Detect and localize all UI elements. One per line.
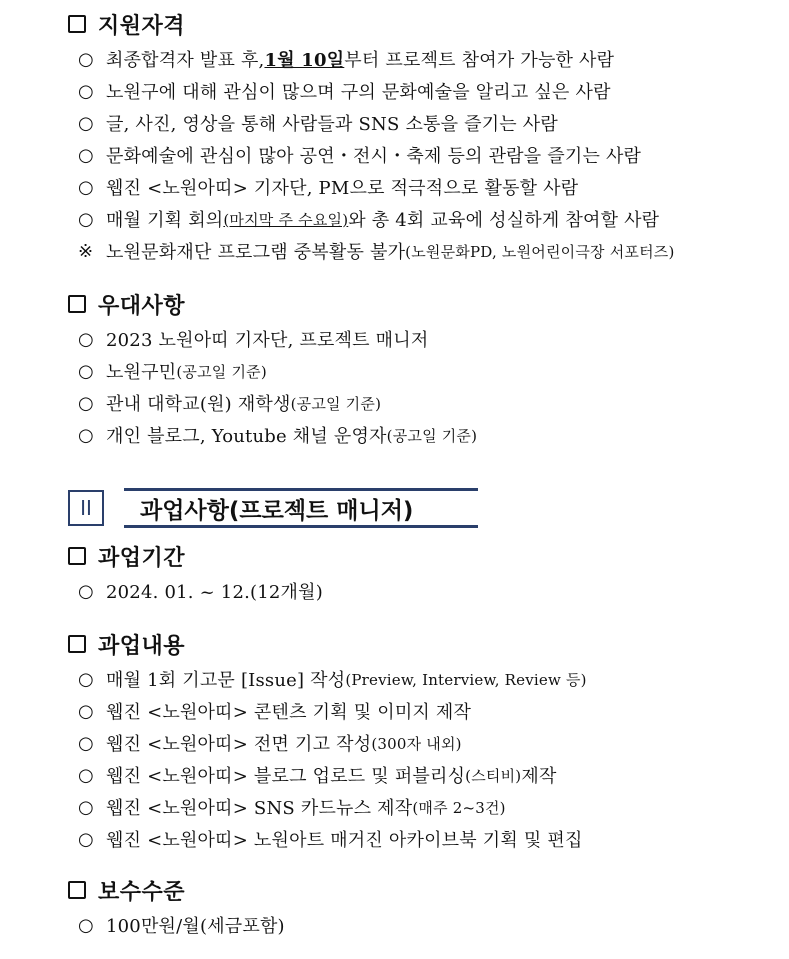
list-item: ○ 매월 1회 기고문 [Issue] 작성 (Preview, Interview, Review 등) — [78, 668, 587, 691]
circle-bullet-icon: ○ — [78, 700, 94, 722]
note-item: ※ 노원문화재단 프로그램 중복활동 불가 (노원문화PD, 노원어린이극장 서포터즈) — [78, 240, 675, 263]
checkbox-square-icon — [68, 635, 86, 653]
chapter-header — [68, 488, 478, 532]
heading-pay: 보수수준 — [68, 876, 185, 904]
circle-bullet-icon: ○ — [78, 112, 94, 134]
checkbox-square-icon — [68, 295, 86, 313]
checkbox-square-icon — [68, 547, 86, 565]
circle-bullet-icon: ○ — [78, 328, 94, 350]
list-item: ○ 2024. 01. ~ 12.(12개월) — [78, 580, 323, 603]
emphasis-date: 1월 10일 — [264, 50, 345, 71]
checkbox-square-icon — [68, 881, 86, 899]
heading-preference: 우대사항 — [68, 290, 185, 318]
list-item: ○ 2023 노원아띠 기자단, 프로젝트 매니저 — [78, 328, 429, 351]
list-item: ○ 문화예술에 관심이 많아 공연・전시・축제 등의 관람을 즐기는 사람 — [78, 144, 642, 167]
list-item: ○ 웹진 <노원아띠> 노원아트 매거진 아카이브북 기획 및 편집 — [78, 828, 583, 851]
list-item: ○ 노원구에 대해 관심이 많으며 구의 문화예술을 알리고 싶은 사람 — [78, 80, 611, 103]
circle-bullet-icon: ○ — [78, 144, 94, 166]
heading-qualification: 지원자격 — [68, 10, 185, 38]
list-item: ○ 관내 대학교(원) 재학생 (공고일 기준) — [78, 392, 382, 415]
list-item: ○ 글, 사진, 영상을 통해 사람들과 SNS 소통을 즐기는 사람 — [78, 112, 558, 135]
circle-bullet-icon: ○ — [78, 732, 94, 754]
chapter-title: 과업사항(프로젝트 매니저) — [124, 488, 478, 528]
circle-bullet-icon: ○ — [78, 176, 94, 198]
chapter-number: II — [68, 490, 104, 526]
circle-bullet-icon: ○ — [78, 360, 94, 382]
reference-mark-icon: ※ — [78, 240, 94, 262]
checkbox-square-icon — [68, 15, 86, 33]
circle-bullet-icon: ○ — [78, 828, 94, 850]
circle-bullet-icon: ○ — [78, 392, 94, 414]
list-item: ○ 웹진 <노원아띠> SNS 카드뉴스 제작 (매주 2~3건) — [78, 796, 506, 819]
heading-period: 과업기간 — [68, 542, 185, 570]
circle-bullet-icon: ○ — [78, 80, 94, 102]
circle-bullet-icon: ○ — [78, 914, 94, 936]
circle-bullet-icon: ○ — [78, 48, 94, 70]
list-item: ○ 100만원/월(세금포함) — [78, 914, 285, 937]
list-item: ○ 최종합격자 발표 후, 1월 10일 부터 프로젝트 참여가 가능한 사람 — [78, 46, 614, 72]
list-item: ○ 웹진 <노원아띠> 전면 기고 작성 (300자 내외) — [78, 732, 462, 755]
heading-duties: 과업내용 — [68, 630, 185, 658]
circle-bullet-icon: ○ — [78, 208, 94, 230]
circle-bullet-icon: ○ — [78, 764, 94, 786]
circle-bullet-icon: ○ — [78, 424, 94, 446]
list-item: ○ 개인 블로그, Youtube 채널 운영자 (공고일 기준) — [78, 424, 478, 447]
circle-bullet-icon: ○ — [78, 580, 94, 602]
circle-bullet-icon: ○ — [78, 796, 94, 818]
list-item: ○ 웹진 <노원아띠> 블로그 업로드 및 퍼블리싱 (스티비) 제작 — [78, 764, 557, 787]
list-item: ○ 매월 기획 회의 (마지막 주 수요일) 와 총 4회 교육에 성실하게 참여할 사람 — [78, 208, 660, 231]
list-item: ○ 노원구민 (공고일 기준) — [78, 360, 267, 383]
circle-bullet-icon: ○ — [78, 668, 94, 690]
list-item: ○ 웹진 <노원아띠> 콘텐츠 기획 및 이미지 제작 — [78, 700, 472, 723]
list-item: ○ 웹진 <노원아띠> 기자단, PM으로 적극적으로 활동할 사람 — [78, 176, 579, 199]
